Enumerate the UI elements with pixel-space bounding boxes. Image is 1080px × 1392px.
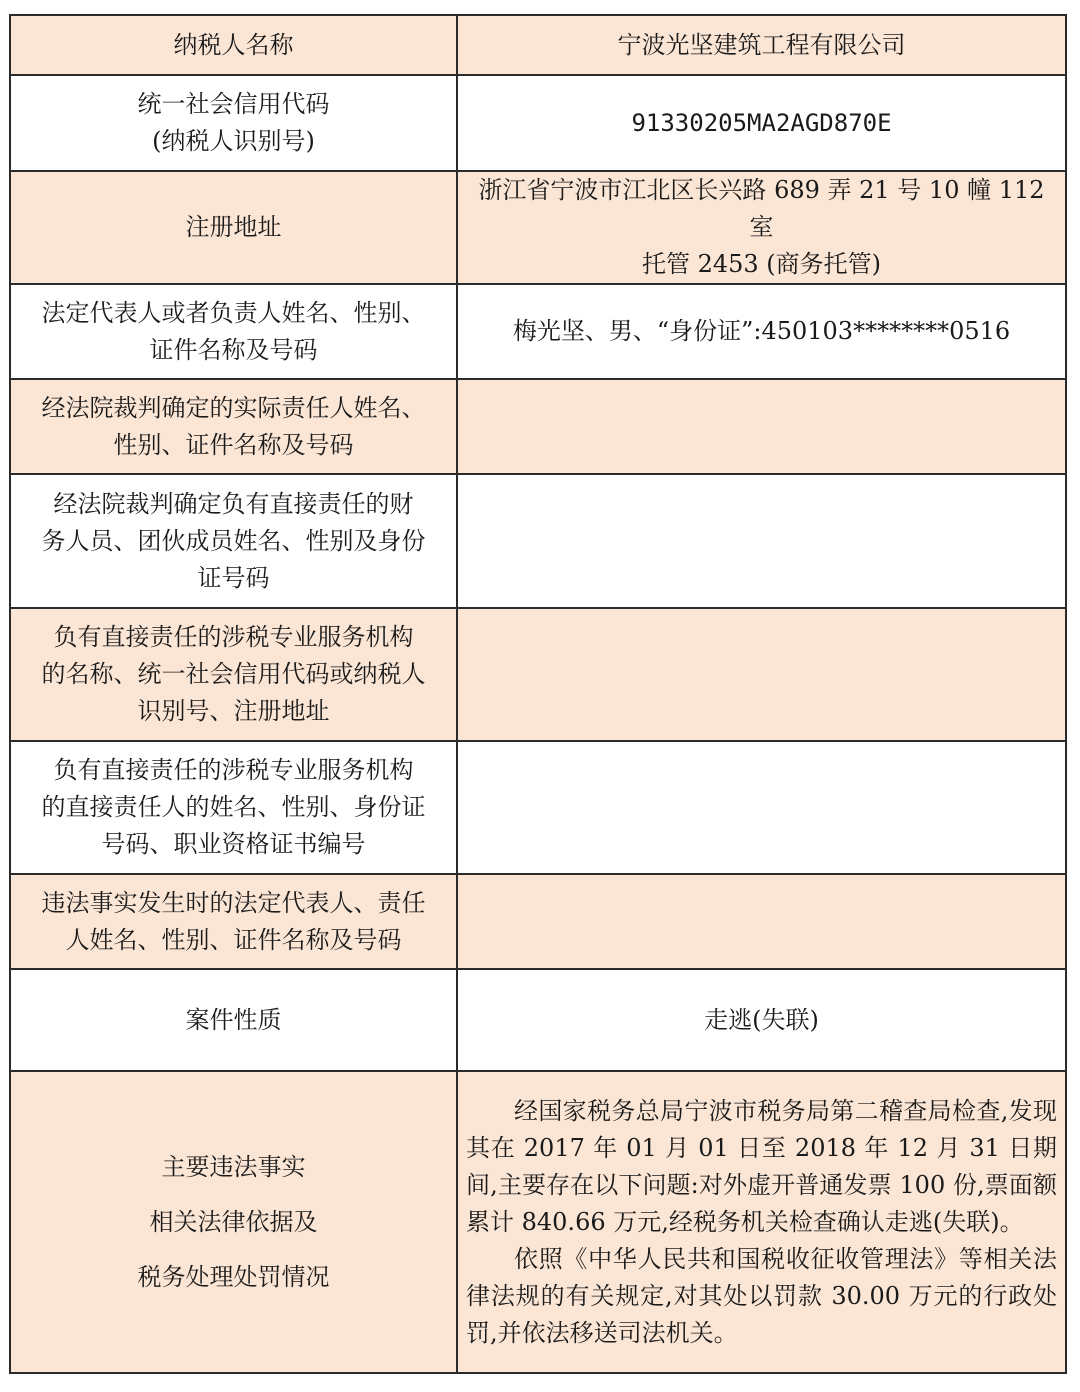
row-taxpayer-name xyxy=(10,15,1066,75)
row-court-responsible-person xyxy=(10,379,1066,474)
label-registered-address: 注册地址 xyxy=(10,171,457,284)
violation-paragraph-facts: 经国家税务总局宁波市税务局第二稽查局检查,发现其在 2017 年 01 月 01 日至 2018 年 12 月 31 日期间,主要存在以下问题:对外虚开普通发票 100 份,票面额累计 840.66 万元,经税务机关检查确认走逃(失联)。 xyxy=(466,1096,1057,1236)
value-agency-info xyxy=(457,608,1066,741)
label-agency-person: 负有直接责任的涉税专业服务机构 的直接责任人的姓名、性别、身份证 号码、职业资格证书编号 xyxy=(10,741,457,874)
row-case-nature xyxy=(10,969,1066,1071)
label-court-responsible-person: 经法院裁判确定的实际责任人姓名、 性别、证件名称及号码 xyxy=(10,379,457,474)
row-legal-representative xyxy=(10,284,1066,379)
value-credit-code: 91330205MA2AGD870E xyxy=(457,75,1066,171)
label-taxpayer-name: 纳税人名称 xyxy=(10,15,457,75)
violation-paragraph-penalty: 依照《中华人民共和国税收征收管理法》等相关法律法规的有关规定,对其处以罚款 30.00 万元的行政处罚,并依法移送司法机关。 xyxy=(466,1244,1057,1347)
value-violation-facts xyxy=(457,1071,1066,1373)
value-taxpayer-name: 宁波光坚建筑工程有限公司 xyxy=(457,15,1066,75)
value-former-representative xyxy=(457,874,1066,969)
label-court-finance-staff: 经法院裁判确定负有直接责任的财 务人员、团伙成员姓名、性别及身份 证号码 xyxy=(10,474,457,608)
value-registered-address: 浙江省宁波市江北区长兴路 689 弄 21 号 10 幢 112 室 托管 2453 (商务托管) xyxy=(457,171,1066,284)
row-registered-address xyxy=(10,171,1066,284)
row-credit-code xyxy=(10,75,1066,171)
label-credit-code: 统一社会信用代码 (纳税人识别号) xyxy=(10,75,457,171)
value-court-finance-staff xyxy=(457,474,1066,608)
value-case-nature: 走逃(失联) xyxy=(457,969,1066,1071)
label-former-representative: 违法事实发生时的法定代表人、责任 人姓名、性别、证件名称及号码 xyxy=(10,874,457,969)
label-legal-representative: 法定代表人或者负责人姓名、性别、 证件名称及号码 xyxy=(10,284,457,379)
value-legal-representative: 梅光坚、男、“身份证”:450103********0516 xyxy=(457,284,1066,379)
row-former-representative xyxy=(10,874,1066,969)
value-court-responsible-person xyxy=(457,379,1066,474)
value-agency-person xyxy=(457,741,1066,874)
taxpayer-info-table xyxy=(9,14,1067,1374)
row-agency-info xyxy=(10,608,1066,741)
label-case-nature: 案件性质 xyxy=(10,969,457,1071)
row-violation-facts xyxy=(10,1071,1066,1373)
row-court-finance-staff xyxy=(10,474,1066,608)
row-agency-person xyxy=(10,741,1066,874)
label-agency-info: 负有直接责任的涉税专业服务机构 的名称、统一社会信用代码或纳税人 识别号、注册地址 xyxy=(10,608,457,741)
label-violation-facts: 主要违法事实 相关法律依据及 税务处理处罚情况 xyxy=(10,1071,457,1373)
